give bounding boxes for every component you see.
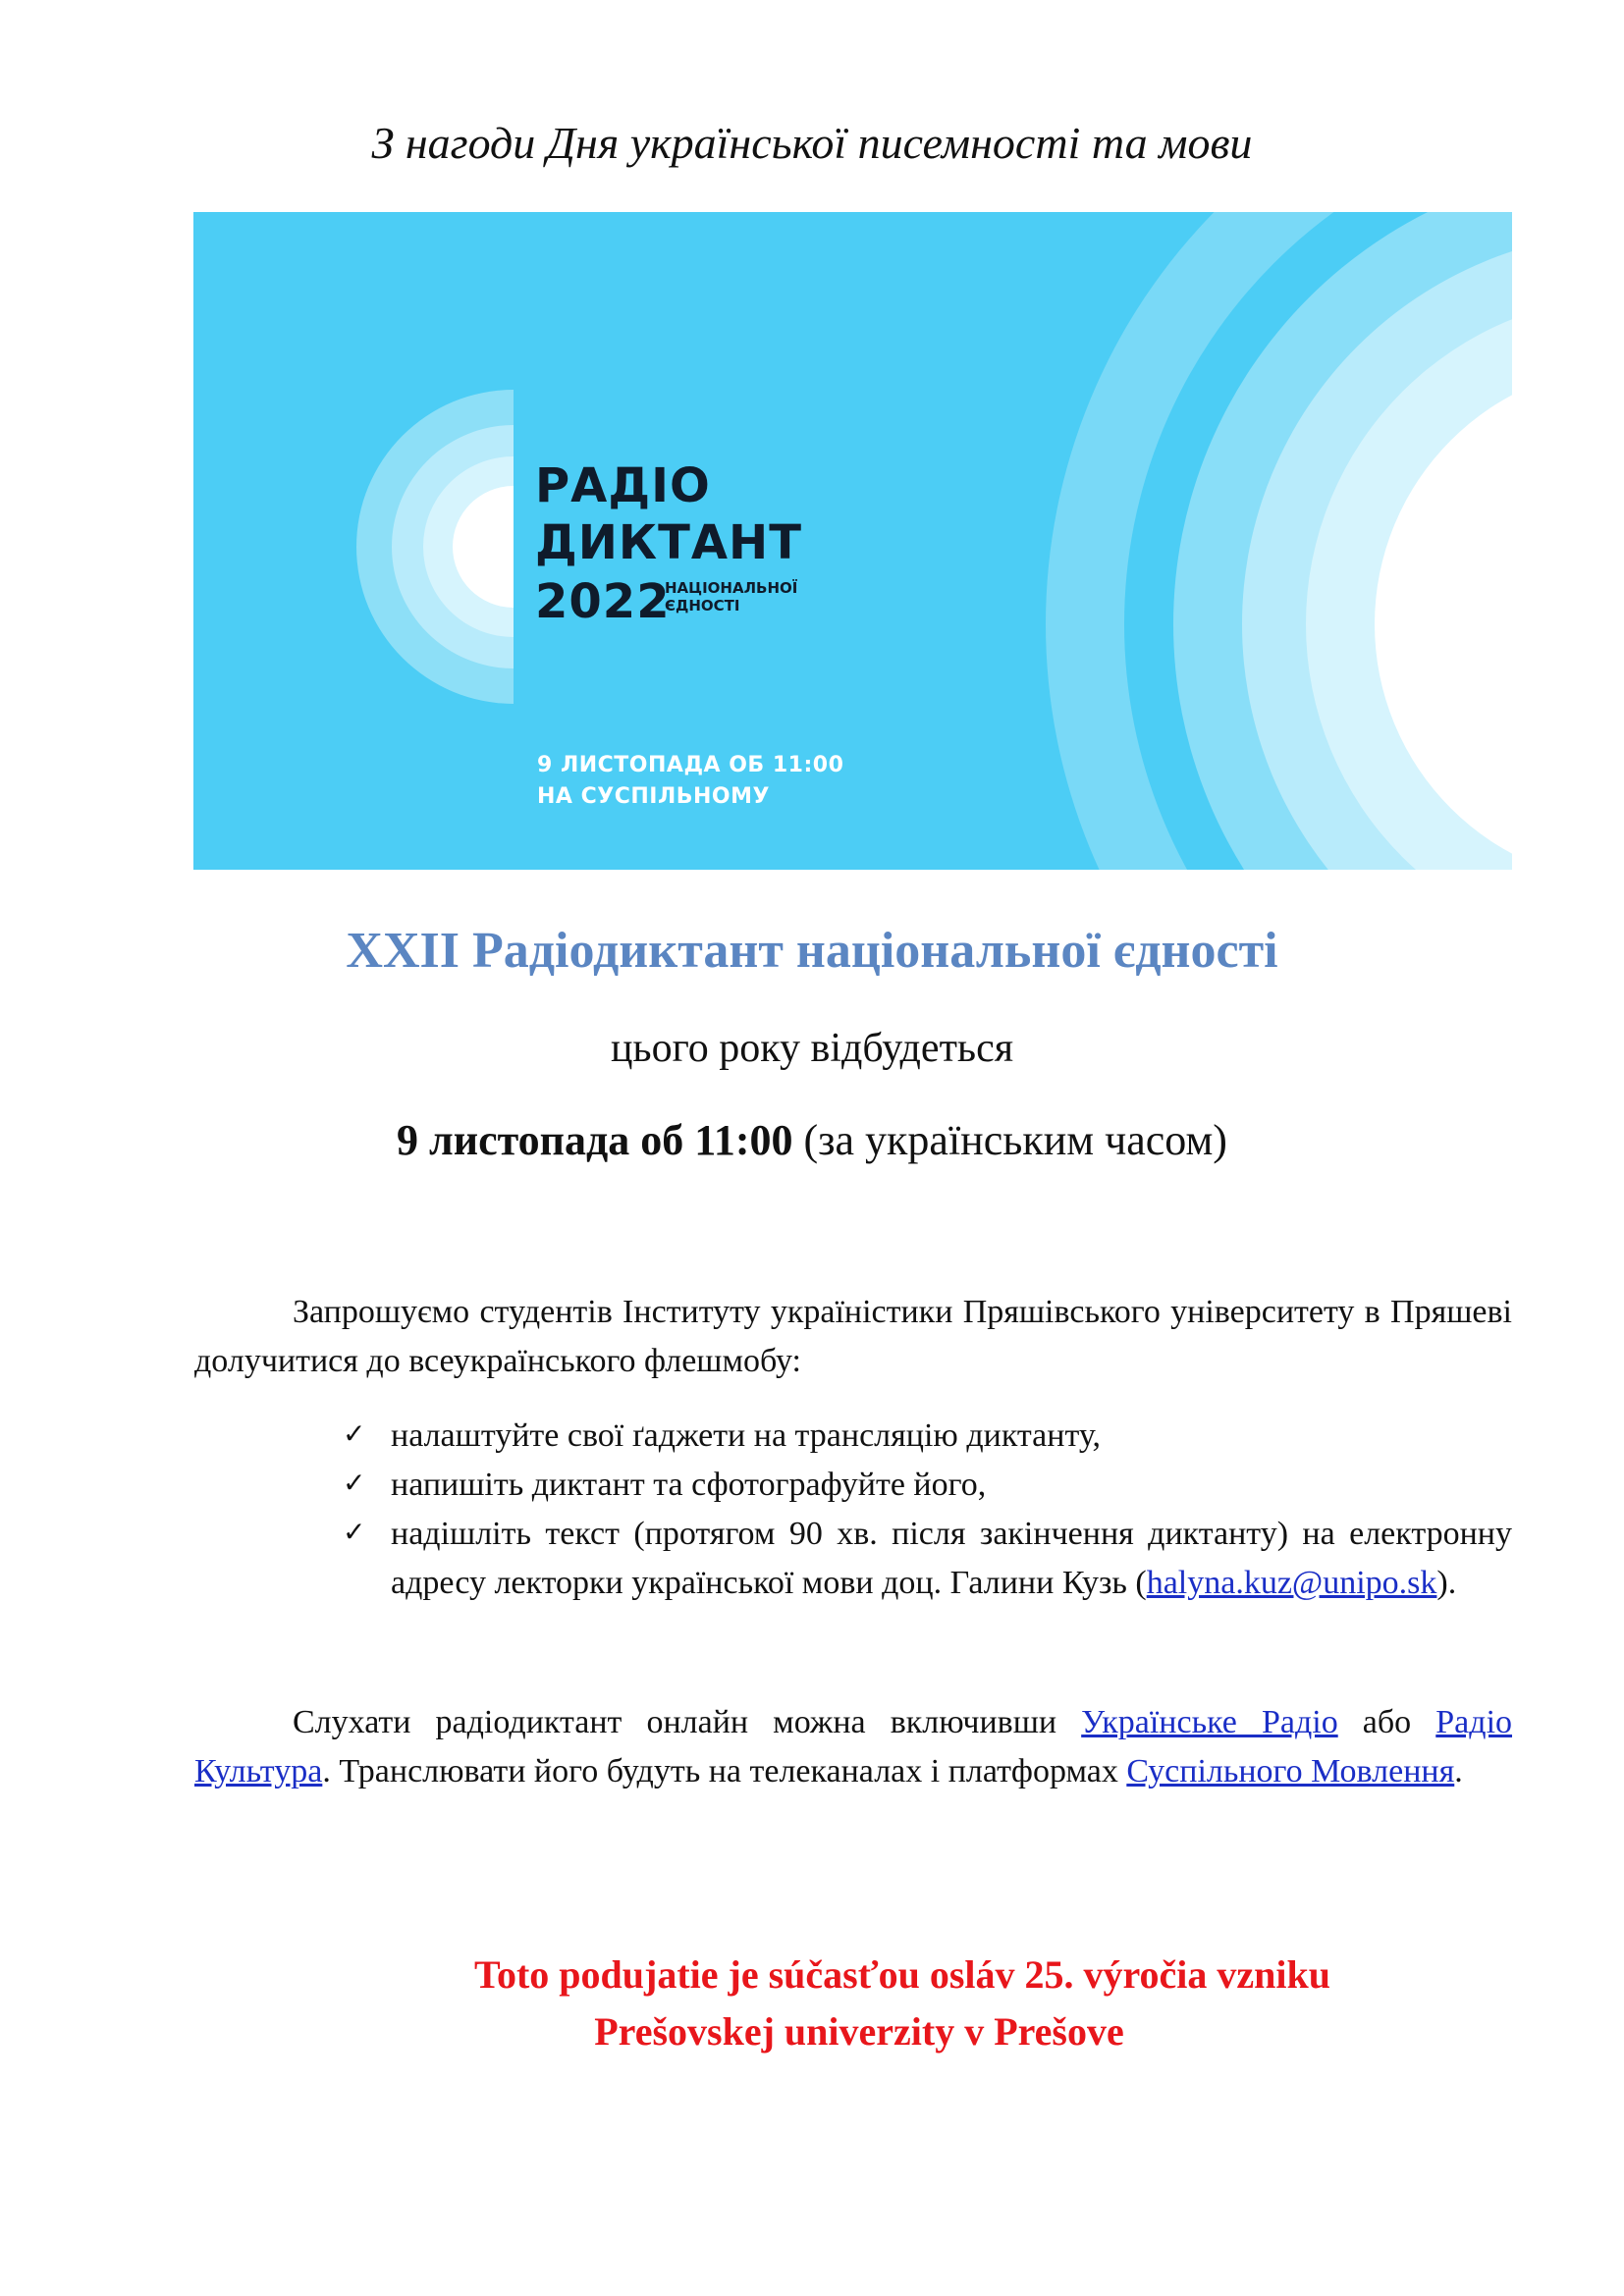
listen-text: . Транслювати його будуть на телеканалах і платформах: [322, 1753, 1127, 1789]
instructions-list: [343, 1412, 1512, 1608]
event-date-note: (за українським часом): [792, 1116, 1227, 1164]
list-item: [343, 1461, 1512, 1510]
list-item: [343, 1510, 1512, 1608]
anniversary-note: [0, 1947, 1624, 2060]
list-item-text: надішліть текст (протягом 90 хв. після закінчення диктанту) на електронну адресу лекторки української мови доц. Галини Кузь (: [391, 1516, 1512, 1601]
list-item-text: налаштуйте свої ґаджети на трансляцію диктанту,: [391, 1417, 1101, 1454]
anniversary-note-line2: Prešovskej univerzity v Prešove: [594, 2009, 1124, 2054]
event-subline: цього року відбудеться: [610, 1026, 1014, 1071]
listen-text: або: [1337, 1704, 1436, 1740]
banner-where-line: НА СУСПІЛЬНОМУ: [537, 784, 770, 809]
banner-subtitle-line2: ЄДНОСТІ: [665, 597, 740, 614]
check-icon: ✓: [343, 1417, 366, 1450]
listen-paragraph: [194, 1698, 1512, 1796]
list-item: [343, 1412, 1512, 1461]
list-item-text: напишіть диктант та сфотографуйте його,: [391, 1467, 987, 1503]
email-link[interactable]: halyna.kuz@unipo.sk: [1146, 1565, 1437, 1601]
public-broadcasting-link[interactable]: Суспільного Мовлення: [1126, 1753, 1455, 1789]
check-icon: ✓: [343, 1467, 366, 1499]
banner-year: 2022: [535, 574, 671, 629]
ukrainian-radio-link[interactable]: Українське Радіо: [1081, 1704, 1338, 1740]
listen-text: .: [1454, 1753, 1463, 1789]
radio-culture-link[interactable]: Радіо Культура: [194, 1704, 1513, 1789]
event-headline: XXII Радіодиктант національної єдності: [346, 923, 1278, 979]
banner-subtitle-line1: НАЦІОНАЛЬНОЇ: [665, 579, 798, 597]
event-date-line: [0, 1114, 1624, 1167]
check-icon: ✓: [343, 1516, 366, 1548]
list-item-text-end: ).: [1436, 1565, 1457, 1601]
listen-text: Слухати радіодиктант онлайн можна включивши: [293, 1704, 1082, 1740]
occasion-heading: З нагоди Дня української писемності та мови: [371, 118, 1253, 168]
banner-title-line2: ДИКТАНТ: [535, 515, 802, 570]
invitation-text: Запрошуємо студентів Інституту україністики Пряшівського університету в Пряшеві долучитися до всеукраїнського флешмобу:: [194, 1294, 1512, 1379]
anniversary-note-line1: Toto podujatie je súčasťou osláv 25. výročia vzniku: [473, 1952, 1331, 1997]
event-date-bold: 9 листопада об 11:00: [397, 1116, 793, 1164]
banner-date-line: 9 ЛИСТОПАДА ОБ 11:00: [537, 753, 844, 777]
banner-title-line1: РАДІО: [535, 458, 711, 513]
radio-dictation-banner: [193, 212, 1512, 870]
banner-arcs-graphic: [193, 212, 1512, 870]
invitation-paragraph: [194, 1288, 1512, 1386]
